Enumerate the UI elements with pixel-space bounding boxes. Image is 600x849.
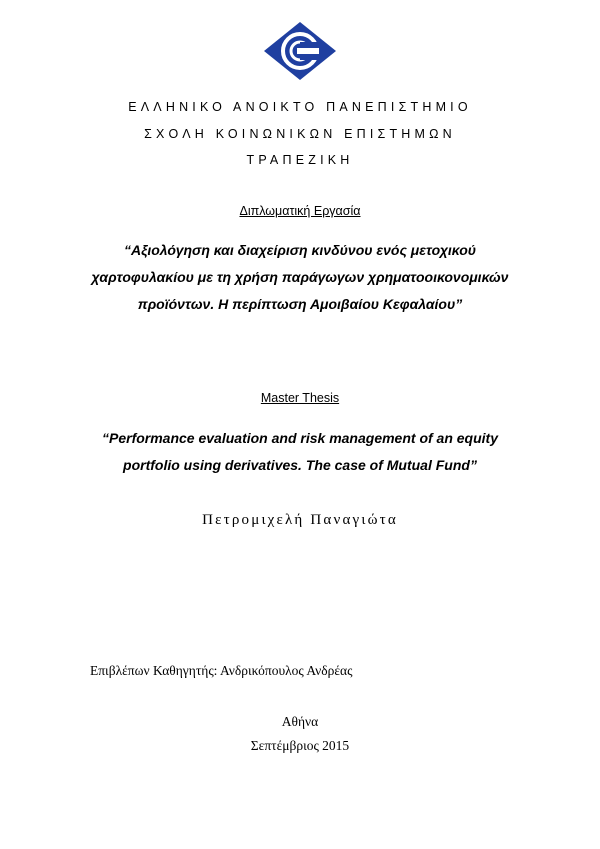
supervisor: Επιβλέπων Καθηγητής: Ανδρικόπουλος Ανδρέας [90, 663, 353, 678]
program-name: ΤΡΑΠΕΖΙΚΗ [246, 153, 354, 167]
university-logo-icon [263, 21, 337, 81]
place: Αθήνα [281, 714, 319, 729]
date: Σεπτέμβριος 2015 [250, 738, 350, 753]
author-name: Πετρομιχελή Παναγιώτα [202, 512, 398, 528]
school-name: ΣΧΟΛΗ ΚΟΙΝΩΝΙΚΩΝ ΕΠΙΣΤΗΜΩΝ [144, 127, 456, 141]
greek-thesis-label: Διπλωματική Εργασία [239, 204, 361, 218]
greek-thesis-title: “Αξιολόγηση και διαχείριση κινδύνου ενός μετοχικού χαρτοφυλακίου με τη χρήση παράγωγων χρηματοοικονομικών προϊόντων. Η περίπτωση Αμοιβαίου Κεφαλαίου” [91, 242, 509, 312]
university-name: ΕΛΛΗΝΙΚΟ ΑΝΟΙΚΤΟ ΠΑΝΕΠΙΣΤΗΜΙΟ [128, 100, 472, 114]
english-thesis-title: “Performance evaluation and risk management of an equity portfolio using derivatives. The case of Mutual Fund” [102, 430, 498, 473]
english-thesis-label: Master Thesis [260, 391, 340, 405]
